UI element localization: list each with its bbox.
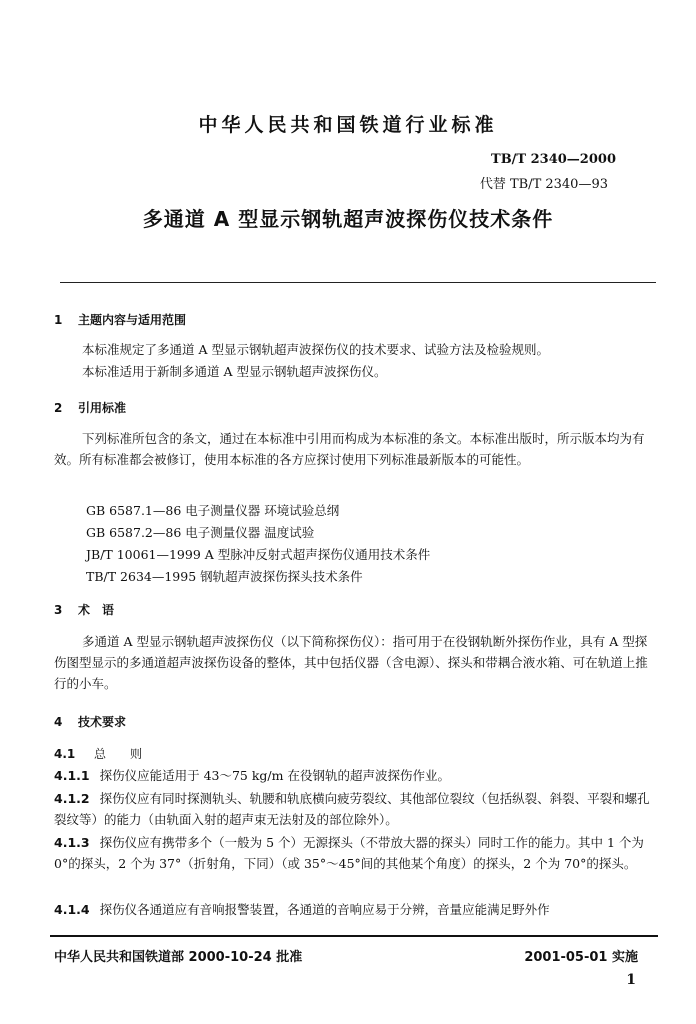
section-title: 引用标准 <box>78 401 127 415</box>
footer-divider <box>50 935 658 937</box>
section-title: 主题内容与适用范围 <box>78 313 187 327</box>
replaces-standard: 代替 TB/T 2340—93 <box>479 177 608 192</box>
reference-item: JB/T 10061—1999 A 型脉冲反射式超声探伤仪通用技术条件 <box>86 547 431 562</box>
org-title: 中华人民共和国铁道行业标准 <box>198 114 498 136</box>
header-divider <box>60 282 656 283</box>
subsection-4-1-heading <box>54 745 142 762</box>
section-number: 3 <box>54 603 63 617</box>
page-number: 1 <box>626 972 636 988</box>
clause-4-1-4 <box>54 899 658 920</box>
standard-number: TB/T 2340—2000 <box>491 152 616 167</box>
approval-note: 中华人民共和国铁道部 2000-10-24 批准 <box>54 950 303 965</box>
section-4-heading <box>54 713 126 730</box>
effective-date: 2001-05-01 实施 <box>524 950 638 965</box>
clause-text: 探伤仪应有同时探测轨头、轨腰和轨底横向疲劳裂纹、其他部位裂纹（包括纵裂、斜裂、平裂和螺孔裂纹等）的能力（由轨面入射的超声束无法射及的部位除外）。 <box>54 791 650 827</box>
section-title: 技术要求 <box>78 715 127 729</box>
clause-text: 探伤仪各通道应有音响报警装置，各通道的音响应易于分辨，音量应能满足野外作 <box>99 902 550 917</box>
section-2-heading <box>54 399 126 416</box>
section-number: 4 <box>54 715 63 729</box>
clause-number: 4.1.3 <box>54 835 90 850</box>
subsection-number: 4.1 <box>54 747 76 761</box>
section-title: 术 语 <box>78 603 115 617</box>
section-2-paragraph: 下列标准所包含的条文，通过在本标准中引用而构成为本标准的条文。本标准出版时，所示版本均为有效。所有标准都会被修订，使用本标准的各方应探讨使用下列标准最新版本的可能性。 <box>54 431 645 467</box>
clause-4-1-1 <box>54 765 658 786</box>
reference-item: GB 6587.2—86 电子测量仪器 温度试验 <box>86 525 315 540</box>
section-number: 1 <box>54 313 63 327</box>
section-1-heading <box>54 311 186 328</box>
section-1-paragraph-2: 本标准适用于新制多通道 A 型显示钢轨超声波探伤仪。 <box>82 364 387 379</box>
section-1-paragraph-1: 本标准规定了多通道 A 型显示钢轨超声波探伤仪的技术要求、试验方法及检验规则。 <box>82 342 549 357</box>
clause-4-1-2 <box>54 788 658 830</box>
document-title: 多通道 A 型显示钢轨超声波探伤仪技术条件 <box>142 207 554 231</box>
section-number: 2 <box>54 401 63 415</box>
reference-item: TB/T 2634—1995 钢轨超声波探伤探头技术条件 <box>86 569 363 584</box>
clause-4-1-3 <box>54 832 658 874</box>
section-3-heading <box>54 601 114 618</box>
subsection-title: 总 则 <box>94 747 143 761</box>
clause-text: 探伤仪应能适用于 43～75 kg/m 在役钢轨的超声波探伤作业。 <box>99 768 450 783</box>
clause-number: 4.1.1 <box>54 768 90 783</box>
clause-number: 4.1.2 <box>54 791 90 806</box>
reference-item: GB 6587.1—86 电子测量仪器 环境试验总纲 <box>86 503 340 518</box>
clause-text: 探伤仪应有携带多个（一般为 5 个）无源探头（不带放大器的探头）同时工作的能力。其中 1 个为 0°的探头，2 个为 37°（折射角，下同）（或 35°～45°间的其他某个角度）的探头，2 个为 70°的探头。 <box>54 835 644 871</box>
clause-number: 4.1.4 <box>54 902 90 917</box>
section-3-paragraph: 多通道 A 型显示钢轨超声波探伤仪（以下简称探伤仪）：指可用于在役钢轨断外探伤作业，具有 A 型探伤图型显示的多通道超声波探伤设备的整体，其中包括仪器（含电源）、探头和带耦合液水箱、可在轨道上推行的小车。 <box>54 634 648 691</box>
